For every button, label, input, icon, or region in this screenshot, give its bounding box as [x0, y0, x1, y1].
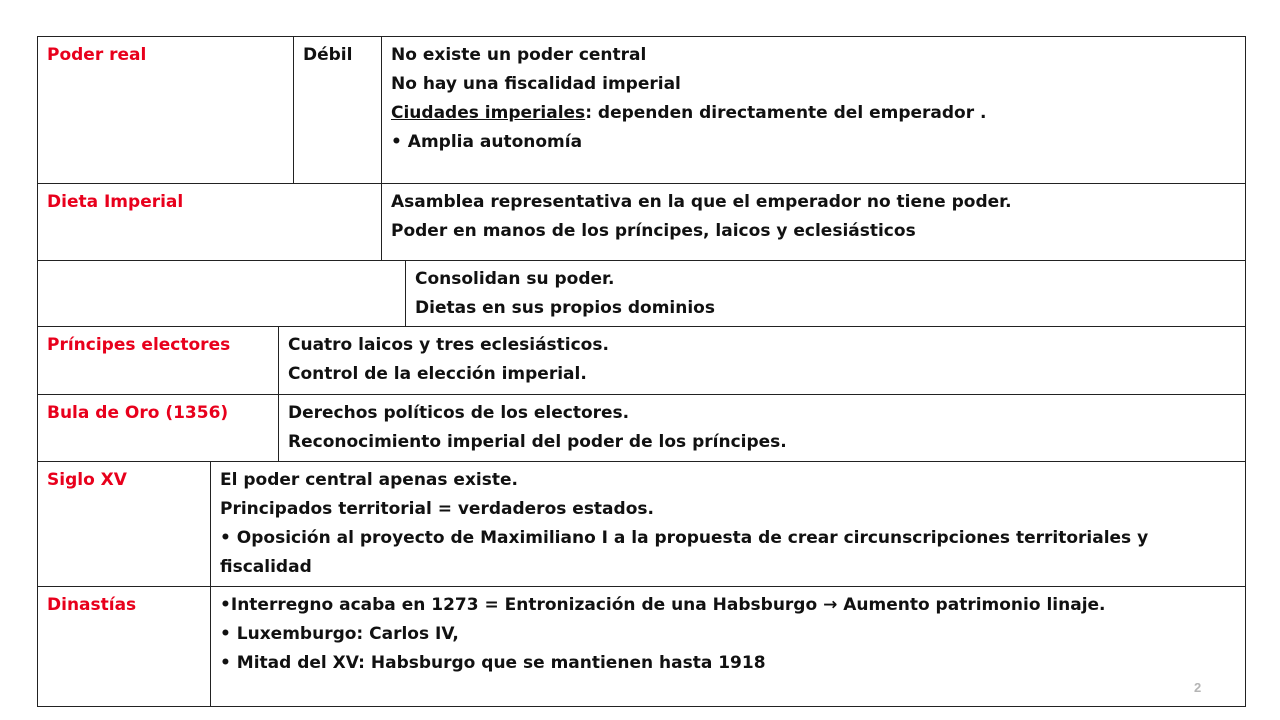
ciudades-imperiales-term: Ciudades imperiales	[391, 103, 586, 123]
electores-line-2: Control de la elección imperial.	[288, 364, 587, 384]
label-dieta-imperial	[37, 183, 382, 261]
cell-electores-content	[278, 326, 1246, 395]
cell-dinastias-content	[210, 586, 1246, 707]
bula-line-1: Derechos políticos de los electores.	[288, 403, 630, 423]
dinastias-bullet-1: •Interregno acaba en 1273 = Entronización de una Habsburgo → Aumento patrimonio linaje.	[220, 595, 1106, 615]
cell-poder-real-content	[381, 36, 1246, 184]
cell-bula-content	[278, 394, 1246, 462]
ciudades-imperiales-line	[391, 99, 1236, 128]
label-siglo-xv	[37, 461, 211, 587]
label-dinastias	[37, 586, 211, 707]
cell-dieta-content	[381, 183, 1246, 261]
dinastias-bullet-3: • Mitad del XV: Habsburgo que se mantienen hasta 1918	[220, 653, 766, 673]
label-bula-de-oro	[37, 394, 279, 462]
principes-line-1: Consolidan su poder.	[415, 269, 615, 289]
bula-line-2: Reconocimiento imperial del poder de los príncipes.	[288, 432, 787, 452]
debil-text: Débil	[303, 45, 353, 65]
label-blank	[37, 260, 406, 327]
dieta-line-2: Poder en manos de los príncipes, laicos y eclesiásticos	[391, 221, 916, 241]
ciudades-imperiales-desc: : dependen directamente del emperador .	[585, 103, 987, 123]
label-principes-electores-text: Príncipes electores	[47, 335, 231, 355]
siglo-line-1: El poder central apenas existe.	[220, 470, 518, 490]
dieta-line-1: Asamblea representativa en la que el emperador no tiene poder.	[391, 192, 1012, 212]
label-poder-real-text: Poder real	[47, 45, 147, 65]
dinastias-bullet-2: • Luxemburgo: Carlos IV,	[220, 624, 459, 644]
cell-principes-content	[405, 260, 1246, 327]
label-siglo-xv-text: Siglo XV	[47, 470, 127, 490]
siglo-line-2: Principados territorial = verdaderos estados.	[220, 499, 654, 519]
label-poder-real	[37, 36, 294, 184]
principes-line-2: Dietas en sus propios dominios	[415, 298, 715, 318]
page-number: 2	[1194, 680, 1202, 695]
electores-line-1: Cuatro laicos y tres eclesiásticos.	[288, 335, 609, 355]
cell-siglo-content	[210, 461, 1246, 587]
label-dinastias-text: Dinastías	[47, 595, 137, 615]
cell-debil	[293, 36, 382, 184]
poder-real-line-1: No existe un poder central	[391, 45, 647, 65]
label-principes-electores	[37, 326, 279, 395]
autonomia-bullet: • Amplia autonomía	[391, 132, 583, 152]
maximiliano-bullet: • Oposición al proyecto de Maximiliano I a la propuesta de crear circunscripciones territoriales y fiscalidad	[220, 528, 1149, 577]
label-bula-de-oro-text: Bula de Oro (1356)	[47, 403, 229, 423]
poder-real-line-2: No hay una fiscalidad imperial	[391, 74, 681, 94]
label-dieta-imperial-text: Dieta Imperial	[47, 192, 184, 212]
